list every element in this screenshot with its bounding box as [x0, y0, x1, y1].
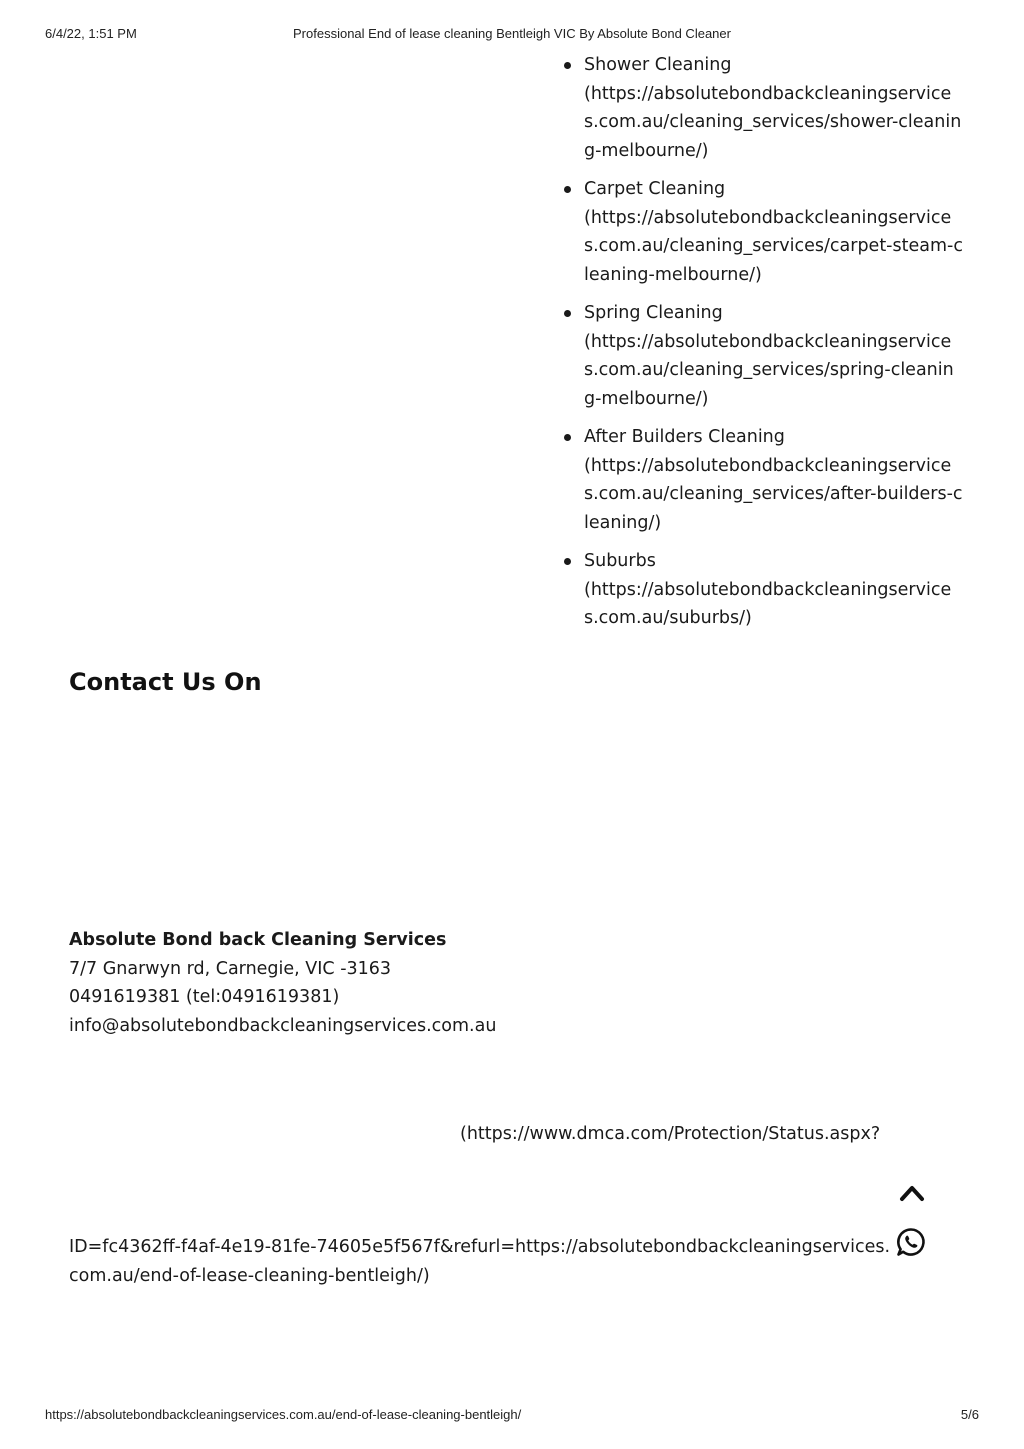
service-link-url[interactable]: (https://absolutebondbackcleaningservices.com.au/cleaning_services/spring-cleaning-melbourne/)	[584, 331, 954, 409]
service-link-label[interactable]: Spring Cleaning	[584, 303, 723, 323]
service-links-list	[584, 51, 964, 643]
whatsapp-icon[interactable]	[895, 1226, 927, 1258]
service-link-label[interactable]: Carpet Cleaning	[584, 179, 726, 199]
phone-link[interactable]: 0491619381 (tel:0491619381)	[69, 987, 340, 1007]
list-item[interactable]	[584, 547, 964, 633]
chevron-up-icon[interactable]	[897, 1180, 927, 1206]
print-header	[45, 26, 979, 42]
email-link[interactable]: info@absolutebondbackcleaningservices.com.au	[69, 1015, 497, 1036]
company-name: Absolute Bond back Cleaning Services	[69, 930, 447, 950]
print-footer-url: https://absolutebondbackcleaningservices.com.au/end-of-lease-cleaning-bentleigh/	[45, 1407, 522, 1422]
service-link-url[interactable]: (https://absolutebondbackcleaningservices.com.au/cleaning_services/shower-cleaning-melbourne/)	[584, 83, 962, 161]
list-item[interactable]	[584, 51, 964, 165]
service-link-url[interactable]: (https://absolutebondbackcleaningservices.com.au/suburbs/)	[584, 579, 952, 628]
service-link-label[interactable]: Suburbs	[584, 551, 656, 571]
page-number: 5/6	[960, 1407, 979, 1422]
service-link-label[interactable]: Shower Cleaning	[584, 55, 732, 75]
service-link-label[interactable]: After Builders Cleaning	[584, 427, 785, 447]
list-item[interactable]	[584, 175, 964, 289]
contact-address-block	[69, 926, 669, 1040]
service-link-url[interactable]: (https://absolutebondbackcleaningservices.com.au/cleaning_services/after-builders-cleaning/)	[584, 455, 963, 533]
dmca-link-continued[interactable]: ID=fc4362ff-f4af-4e19-81fe-74605e5f567f&refurl=https://absolutebondbackcleaningservices.com.au/end-of-lease-cleaning-bentleigh/)	[69, 1237, 891, 1286]
print-datetime: 6/4/22, 1:51 PM	[45, 26, 137, 41]
street-address: 7/7 Gnarwyn rd, Carnegie, VIC -3163	[69, 958, 392, 979]
print-page-title: Professional End of lease cleaning Bentleigh VIC By Absolute Bond Cleaner	[293, 26, 731, 41]
contact-heading: Contact Us On	[69, 668, 262, 696]
dmca-link-start[interactable]: (https://www.dmca.com/Protection/Status.aspx?	[460, 1124, 881, 1144]
list-item[interactable]	[584, 299, 964, 413]
list-item[interactable]	[584, 423, 964, 537]
print-footer	[45, 1407, 979, 1423]
service-link-url[interactable]: (https://absolutebondbackcleaningservices.com.au/cleaning_services/carpet-steam-cleaning-melbourne/)	[584, 207, 963, 285]
